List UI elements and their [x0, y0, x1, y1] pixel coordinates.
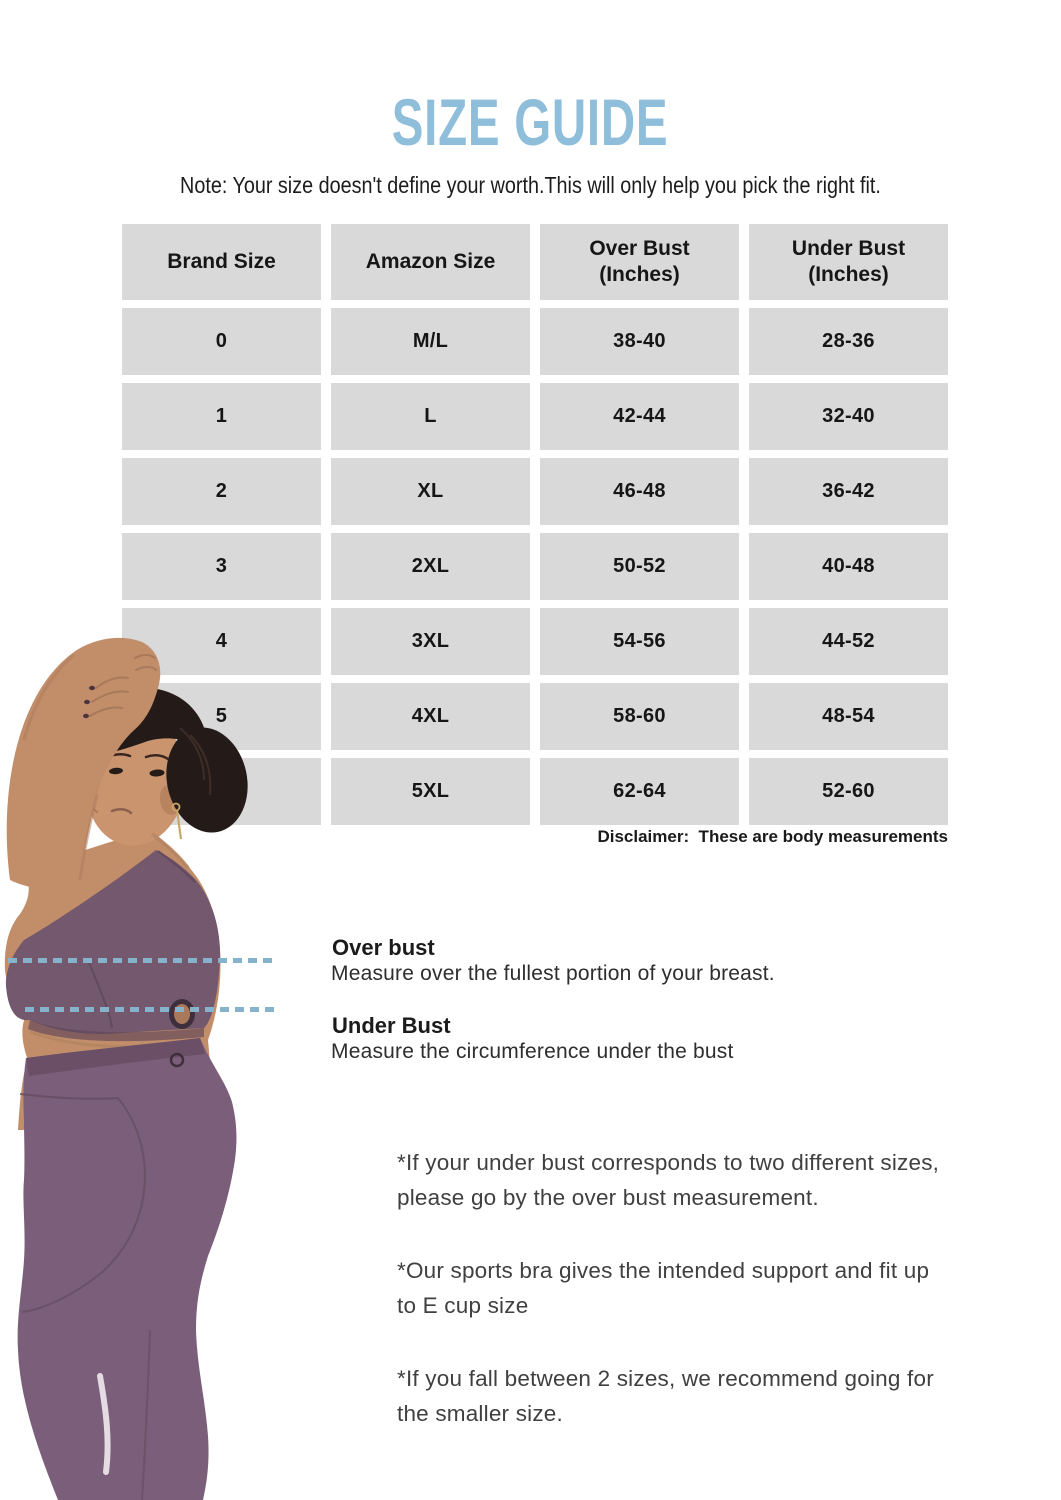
- table-cell-amazon-size: XL: [331, 458, 530, 525]
- table-cell-brand-size: 3: [122, 533, 321, 600]
- model-photo: [0, 630, 340, 1500]
- table-cell-over-bust: 54-56: [540, 608, 739, 675]
- table-cell-under-bust: 40-48: [749, 533, 948, 600]
- table-cell-amazon-size: L: [331, 383, 530, 450]
- table-cell-amazon-size: 4XL: [331, 683, 530, 750]
- table-cell-under-bust: 48-54: [749, 683, 948, 750]
- table-cell-under-bust: 52-60: [749, 758, 948, 825]
- footnote-text: *If your under bust corresponds to two different sizes, please go by the over bust measurement.: [397, 1150, 940, 1210]
- table-cell-under-bust: 36-42: [749, 458, 948, 525]
- table-cell-brand-size: 4: [122, 608, 321, 675]
- under-bust-description: Measure the circumference under the bust: [331, 1040, 734, 1063]
- over-bust-dashed-line: [8, 958, 278, 963]
- table-cell-over-bust: 46-48: [540, 458, 739, 525]
- table-cell-under-bust: 32-40: [749, 383, 948, 450]
- size-table-header-row: [122, 224, 948, 300]
- over-bust-description: Measure over the fullest portion of your breast.: [331, 962, 775, 985]
- table-cell-amazon-size: 2XL: [331, 533, 530, 600]
- page-title: SIZE GUIDE: [392, 85, 669, 159]
- table-cell-over-bust: 58-60: [540, 683, 739, 750]
- table-cell-brand-size: 0: [122, 308, 321, 375]
- table-row: [122, 383, 948, 450]
- over-bust-label: Over bust: [332, 935, 435, 960]
- table-row: [122, 308, 948, 375]
- table-cell-under-bust: 44-52: [749, 608, 948, 675]
- footnote-text: *Our sports bra gives the intended support and fit up to E cup size: [397, 1258, 930, 1318]
- table-cell-over-bust: 62-64: [540, 758, 739, 825]
- table-cell-under-bust: 28-36: [749, 308, 948, 375]
- size-table-header-cell: Under Bust (Inches): [749, 224, 948, 300]
- table-cell-over-bust: 50-52: [540, 533, 739, 600]
- under-bust-label: Under Bust: [332, 1013, 451, 1038]
- table-cell-brand-size: 2: [122, 458, 321, 525]
- size-table-header-cell: Amazon Size: [331, 224, 530, 300]
- footnote-text: *If you fall between 2 sizes, we recommend going for the smaller size.: [397, 1366, 934, 1426]
- under-bust-dashed-line: [25, 1007, 278, 1012]
- table-row: [122, 533, 948, 600]
- table-cell-over-bust: 42-44: [540, 383, 739, 450]
- size-table-header-cell: Brand Size: [122, 224, 321, 300]
- footnotes: [397, 1145, 947, 1469]
- table-cell-amazon-size: 3XL: [331, 608, 530, 675]
- table-row: [122, 458, 948, 525]
- table-cell-brand-size: 5: [122, 683, 321, 750]
- table-cell-amazon-size: 5XL: [331, 758, 530, 825]
- size-table-header-cell: Over Bust (Inches): [540, 224, 739, 300]
- table-cell-over-bust: 38-40: [540, 308, 739, 375]
- table-cell-amazon-size: M/L: [331, 308, 530, 375]
- size-note: Note: Your size doesn't define your worth.This will only help you pick the right fit.: [180, 172, 881, 198]
- table-cell-brand-size: 1: [122, 383, 321, 450]
- disclaimer-text: Disclaimer: These are body measurements: [597, 827, 948, 846]
